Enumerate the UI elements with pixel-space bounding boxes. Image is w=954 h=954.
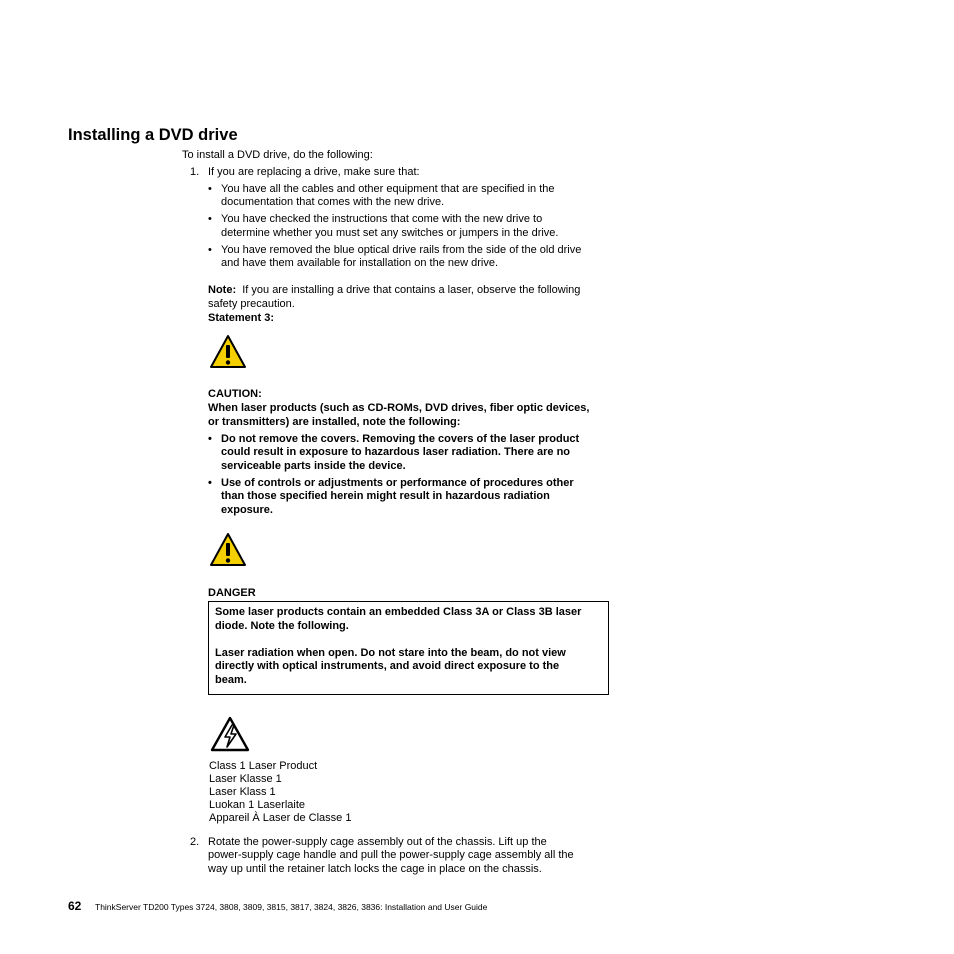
footer-text: ThinkServer TD200 Types 3724, 3808, 3809, 3815, 3817, 3824, 3826, 3836: Installation and User Guide: [95, 902, 488, 912]
page-title: Installing a DVD drive: [68, 126, 238, 144]
bullet-dot-icon: •: [208, 213, 212, 225]
danger-text: Laser radiation when open. Do not stare into the beam, do not view: [215, 647, 566, 659]
list-item: documentation that comes with the new drive.: [221, 196, 445, 208]
danger-text: beam.: [215, 674, 247, 686]
note-line2: safety precaution.: [208, 298, 295, 310]
caution-text: When laser products (such as CD-ROMs, DVD drives, fiber optic devices,: [208, 402, 590, 414]
caution-label: CAUTION:: [208, 388, 262, 400]
danger-text: directly with optical instruments, and avoid direct exposure to the: [215, 660, 560, 672]
laser-hazard-icon: [210, 716, 250, 752]
list-item: Do not remove the covers. Removing the covers of the laser product: [221, 433, 580, 445]
danger-label: DANGER: [208, 587, 256, 599]
warning-triangle-icon: [209, 532, 247, 567]
list-item: exposure.: [221, 504, 273, 516]
note-text: If you are installing a drive that contains a laser, observe the following: [242, 284, 581, 296]
note-label: Note:: [208, 284, 237, 296]
danger-text: Some laser products contain an embedded Class 3A or Class 3B laser: [215, 606, 582, 618]
laser-label: Class 1 Laser Product: [209, 760, 318, 772]
page-number: 62: [68, 899, 82, 913]
list-item: than those specified herein might result in hazardous radiation: [221, 490, 550, 502]
bullet-dot-icon: •: [208, 477, 212, 489]
step2-text: Rotate the power-supply cage assembly out of the chassis. Lift up the: [208, 836, 547, 848]
step2-number: 2.: [190, 836, 200, 848]
warning-triangle-icon: [209, 334, 247, 369]
step2-text: power-supply cage handle and pull the power-supply cage assembly all the: [208, 849, 574, 861]
list-item: serviceable parts inside the device.: [221, 460, 406, 472]
list-item: You have checked the instructions that come with the new drive to: [221, 213, 543, 225]
caution-text: or transmitters) are installed, note the following:: [208, 416, 461, 428]
step2-text: way up until the retainer latch locks the cage in place on the chassis.: [208, 863, 542, 875]
bullet-dot-icon: •: [208, 183, 212, 195]
statement-label: Statement 3:: [208, 312, 275, 324]
laser-label: Laser Klasse 1: [209, 773, 282, 785]
laser-label: Luokan 1 Laserlaite: [209, 799, 306, 811]
list-item: could result in exposure to hazardous laser radiation. There are no: [221, 446, 571, 458]
list-item: and have them available for installation on the new drive.: [221, 257, 499, 269]
bullet-dot-icon: •: [208, 244, 212, 256]
list-item: Use of controls or adjustments or performance of procedures other: [221, 477, 574, 489]
laser-label: Appareil À Laser de Classe 1: [209, 812, 352, 824]
danger-text: diode. Note the following.: [215, 620, 349, 632]
step1-text: If you are replacing a drive, make sure that:: [208, 166, 420, 178]
intro-text: To install a DVD drive, do the following:: [182, 149, 373, 161]
list-item: You have removed the blue optical drive rails from the side of the old drive: [221, 244, 582, 256]
note-line1: [208, 284, 580, 298]
bullet-dot-icon: •: [208, 433, 212, 445]
list-item: You have all the cables and other equipment that are specified in the: [221, 183, 555, 195]
list-item: determine whether you must set any switches or jumpers in the drive.: [221, 227, 559, 239]
laser-label: Laser Klass 1: [209, 786, 276, 798]
step1-number: 1.: [190, 166, 200, 178]
